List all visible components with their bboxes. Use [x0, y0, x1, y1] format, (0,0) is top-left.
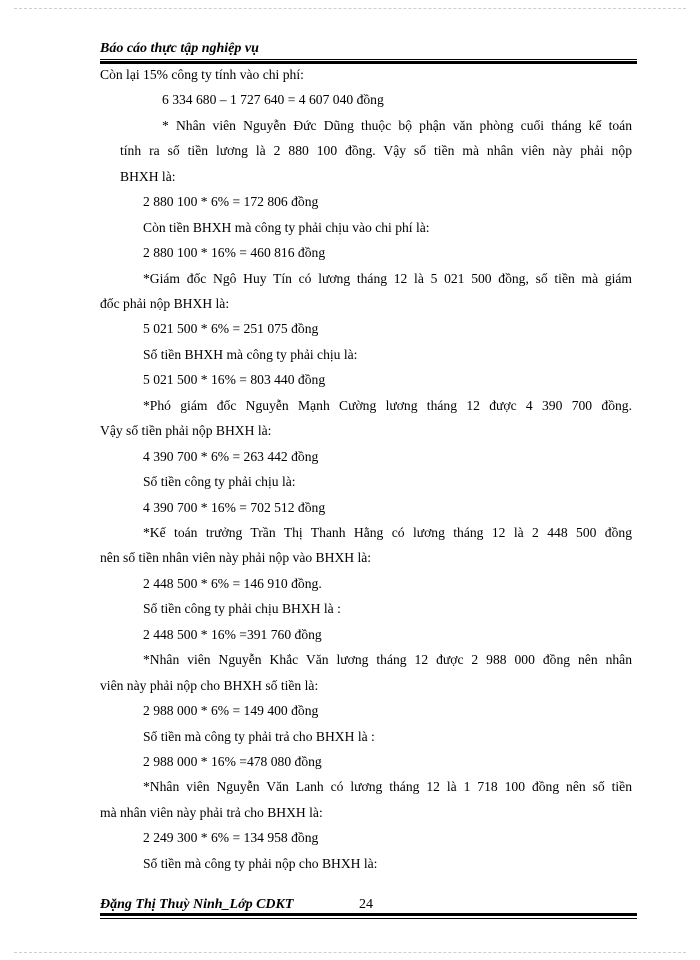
- footer-rule-thin: [100, 918, 637, 919]
- body-line: Vậy số tiền phải nộp BHXH là:: [100, 423, 272, 438]
- body-line: đốc phải nộp BHXH là:: [100, 296, 230, 311]
- header-rule-thin: [100, 59, 637, 60]
- body-line: 2 880 100 * 6% = 172 806 đồng: [143, 194, 319, 209]
- body-line: 2 249 300 * 6% = 134 958 đồng: [143, 830, 319, 845]
- page-edge-top: [14, 8, 686, 9]
- body-line: *Kế toán trưởng Trần Thị Thanh Hằng có lương tháng 12 là 2 448 500 đồng: [143, 525, 632, 540]
- body-line: viên này phải nộp cho BHXH số tiền là:: [100, 678, 319, 693]
- body-line: Còn lại 15% công ty tính vào chi phí:: [100, 67, 304, 82]
- body-line: 2 988 000 * 6% = 149 400 đồng: [143, 703, 319, 718]
- body-line: Số tiền BHXH mà công ty phải chịu là:: [143, 347, 358, 362]
- body-line: 6 334 680 – 1 727 640 = 4 607 040 đồng: [162, 92, 384, 107]
- body-line: *Phó giám đốc Nguyễn Mạnh Cường lương tháng 12 được 4 390 700 đồng.: [143, 398, 632, 413]
- body-line: *Nhân viên Nguyễn Khắc Văn lương tháng 12 được 2 988 000 đồng nên nhân: [143, 652, 632, 667]
- body-line: 2 448 500 * 16% =391 760 đồng: [143, 627, 322, 642]
- body-line: nên số tiền nhân viên này phải nộp vào BHXH là:: [100, 550, 372, 565]
- footer-author: Đặng Thị Thuỳ Ninh_Lớp CDKT: [100, 897, 294, 912]
- body-line: Số tiền công ty phải chịu BHXH là :: [143, 601, 341, 616]
- body-line: 2 880 100 * 16% = 460 816 đồng: [143, 245, 326, 260]
- body-line: Số tiền công ty phải chịu là:: [143, 474, 296, 489]
- header-title: Báo cáo thực tập nghiệp vụ: [100, 41, 259, 56]
- body-line: 2 988 000 * 16% =478 080 đồng: [143, 754, 322, 769]
- header-rule-thick: [100, 61, 637, 64]
- body-line: *Nhân viên Nguyễn Văn Lanh có lương tháng 12 là 1 718 100 đồng nên số tiền: [143, 779, 632, 794]
- body-line: mà nhân viên này phải trả cho BHXH là:: [100, 805, 323, 820]
- body-line: tính ra số tiền lương là 2 880 100 đồng. Vậy số tiền mà nhân viên này phải nộp: [120, 143, 632, 158]
- body-line: 5 021 500 * 6% = 251 075 đồng: [143, 321, 319, 336]
- body-line: 2 448 500 * 6% = 146 910 đồng.: [143, 576, 322, 591]
- body-line: Còn tiền BHXH mà công ty phải chịu vào chi phí là:: [143, 220, 430, 235]
- body-line: Số tiền mà công ty phải trả cho BHXH là :: [143, 729, 375, 744]
- body-line: 4 390 700 * 6% = 263 442 đồng: [143, 449, 319, 464]
- body-line: 4 390 700 * 16% = 702 512 đồng: [143, 500, 326, 515]
- body-line: BHXH là:: [120, 169, 176, 184]
- body-line: Số tiền mà công ty phải nộp cho BHXH là:: [143, 856, 378, 871]
- page-edge-bottom: [14, 952, 686, 953]
- body-line: *Giám đốc Ngô Huy Tín có lương tháng 12 là 5 021 500 đồng, số tiền mà giám: [143, 271, 632, 286]
- body-line: 5 021 500 * 16% = 803 440 đồng: [143, 372, 326, 387]
- footer-rule-thick: [100, 913, 637, 916]
- footer-page-number: 24: [359, 897, 373, 912]
- body-line: * Nhân viên Nguyễn Đức Dũng thuộc bộ phận văn phòng cuối tháng kế toán: [162, 118, 632, 133]
